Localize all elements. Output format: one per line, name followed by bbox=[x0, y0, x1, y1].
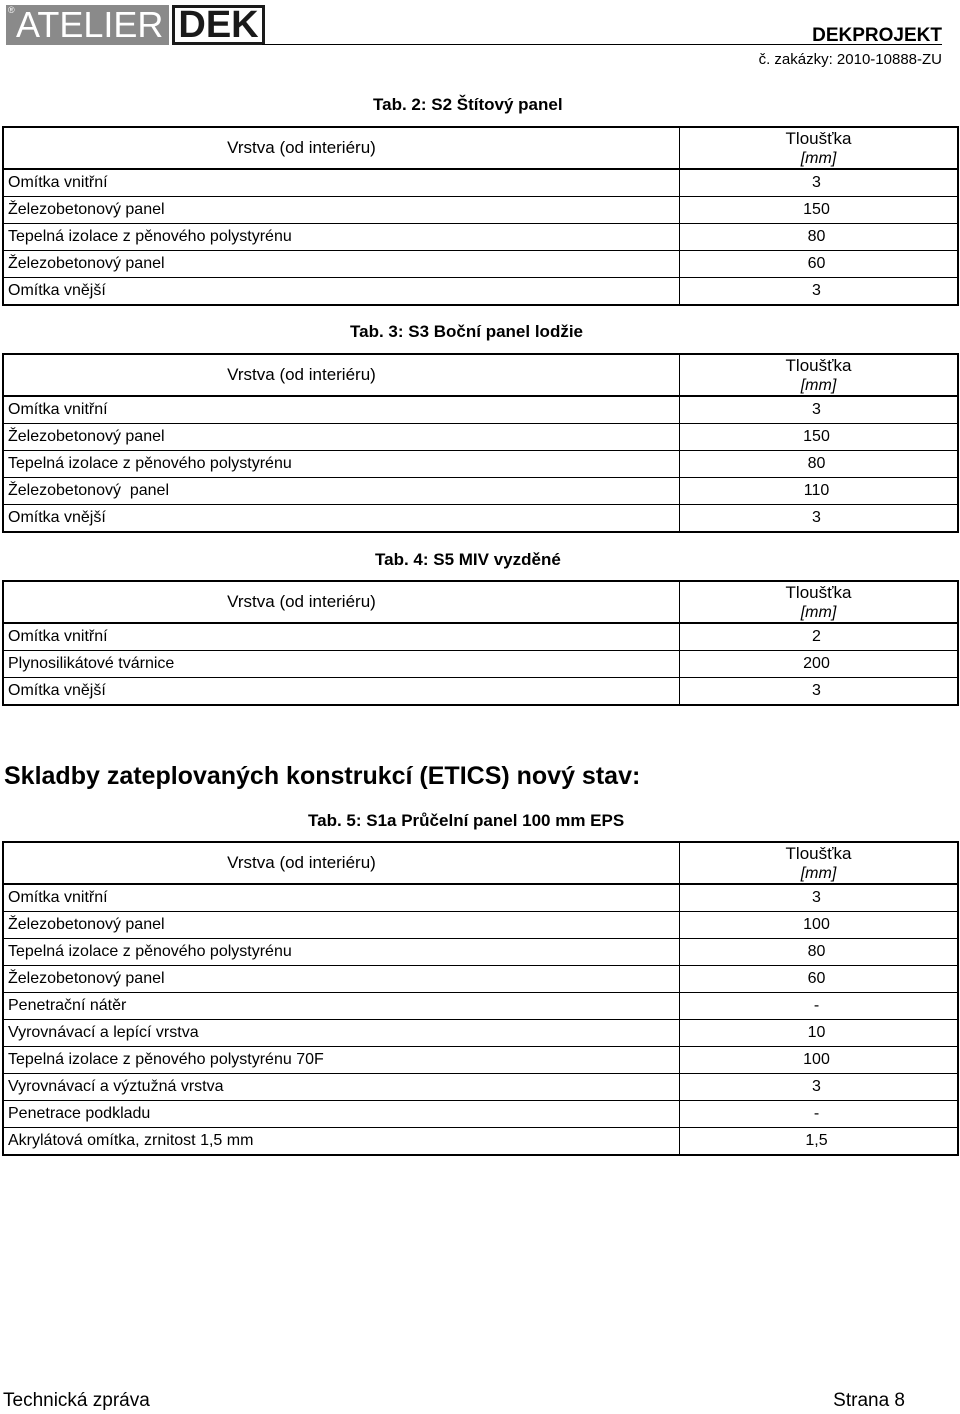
layer-thickness: - bbox=[680, 1101, 959, 1128]
layer-name: Omítka vnitřní bbox=[3, 169, 680, 197]
layers-table bbox=[2, 580, 959, 706]
table-row bbox=[3, 224, 958, 251]
layers-table bbox=[2, 841, 959, 1156]
layer-name: Plynosilikátové tvárnice bbox=[3, 651, 680, 678]
layer-thickness: 80 bbox=[680, 939, 959, 966]
layer-thickness: 3 bbox=[680, 678, 959, 706]
table-caption: Tab. 3: S3 Boční panel lodžie bbox=[350, 322, 584, 341]
layer-name: Omítka vnitřní bbox=[3, 623, 680, 651]
table-caption: Tab. 2: S2 Štítový panel bbox=[373, 95, 563, 114]
table-row bbox=[3, 939, 958, 966]
atelier-dek-logo bbox=[6, 5, 265, 45]
table-caption: Tab. 4: S5 MIV vyzděné bbox=[375, 550, 561, 569]
layer-thickness: 150 bbox=[680, 197, 959, 224]
thickness-label: Tloušťka bbox=[785, 128, 852, 148]
table-caption: Tab. 5: S1a Průčelní panel 100 mm EPS bbox=[308, 811, 625, 830]
table-row bbox=[3, 396, 958, 424]
table-row bbox=[3, 884, 958, 912]
layer-thickness: 80 bbox=[680, 451, 959, 478]
table-row bbox=[3, 678, 958, 706]
layer-name: Vyrovnávací a výztužná vrstva bbox=[3, 1074, 680, 1101]
table-row bbox=[3, 424, 958, 451]
layers-table bbox=[2, 126, 959, 306]
logo-dek-text: DEK bbox=[172, 5, 264, 45]
table-row bbox=[3, 1128, 958, 1156]
column-header-layer: Vrstva (od interiéru) bbox=[3, 127, 680, 169]
table-row bbox=[3, 1020, 958, 1047]
logo-registered-mark: ® bbox=[8, 5, 15, 15]
footer-page-number: Strana 8 bbox=[833, 1390, 905, 1411]
order-number: č. zakázky: 2010-10888-ZU bbox=[758, 51, 942, 68]
layer-name: Vyrovnávací a lepící vrstva bbox=[3, 1020, 680, 1047]
table-header-row bbox=[3, 581, 958, 623]
layer-name: Omítka vnější bbox=[8, 682, 106, 699]
table-header-row bbox=[3, 842, 958, 884]
table-row bbox=[3, 197, 958, 224]
table-row bbox=[3, 505, 958, 533]
layer-name: Železobetonový panel bbox=[3, 251, 680, 278]
table-row bbox=[3, 278, 958, 306]
layer-thickness: 3 bbox=[680, 1074, 959, 1101]
column-header-thickness bbox=[680, 127, 959, 169]
layer-thickness: - bbox=[680, 993, 959, 1020]
layer-name: Omítka vnitřní bbox=[3, 884, 680, 912]
thickness-label: Tloušťka bbox=[785, 355, 852, 375]
layer-thickness: 150 bbox=[680, 424, 959, 451]
section-heading: Skladby zateplovaných konstrukcí (ETICS) nový stav: bbox=[4, 762, 641, 790]
table-row bbox=[3, 451, 958, 478]
layer-name: Akrylátová omítka, zrnitost 1,5 mm bbox=[8, 1132, 254, 1149]
layer-name: Železobetonový panel bbox=[3, 197, 680, 224]
logo-atelier-block bbox=[6, 5, 169, 45]
layer-name: Tepelná izolace z pěnového polystyrénu bbox=[3, 939, 680, 966]
layer-name: Penetrační nátěr bbox=[3, 993, 680, 1020]
layer-name: Železobetonový panel bbox=[3, 912, 680, 939]
layer-thickness: 3 bbox=[680, 505, 959, 533]
layer-thickness: 80 bbox=[680, 224, 959, 251]
layer-thickness: 100 bbox=[680, 1047, 959, 1074]
layer-name: Železobetonový panel bbox=[3, 424, 680, 451]
layer-thickness: 3 bbox=[680, 396, 959, 424]
thickness-unit: [mm] bbox=[800, 864, 837, 882]
layer-thickness: 10 bbox=[680, 1020, 959, 1047]
table-row bbox=[3, 169, 958, 197]
layer-thickness: 60 bbox=[680, 966, 959, 993]
column-header-layer: Vrstva (od interiéru) bbox=[3, 354, 680, 396]
layers-table bbox=[2, 353, 959, 533]
table-header-row bbox=[3, 127, 958, 169]
table-row bbox=[3, 966, 958, 993]
table-row bbox=[3, 993, 958, 1020]
layer-name: Omítka vnitřní bbox=[3, 396, 680, 424]
layer-thickness: 1,5 bbox=[680, 1128, 959, 1156]
layer-name: Železobetonový panel bbox=[3, 478, 680, 505]
table-row bbox=[3, 1074, 958, 1101]
layer-name: Tepelná izolace z pěnového polystyrénu bbox=[3, 451, 680, 478]
layer-thickness: 100 bbox=[680, 912, 959, 939]
footer-document-title: Technická zpráva bbox=[3, 1390, 150, 1411]
table-row bbox=[3, 651, 958, 678]
column-header-layer: Vrstva (od interiéru) bbox=[3, 842, 680, 884]
thickness-unit: [mm] bbox=[800, 376, 837, 394]
table-row bbox=[3, 912, 958, 939]
logo-atelier-text: ATELIER bbox=[16, 4, 164, 45]
thickness-label: Tloušťka bbox=[785, 582, 852, 602]
layer-name: Penetrace podkladu bbox=[3, 1101, 680, 1128]
layer-name: Tepelná izolace z pěnového polystyrénu 70F bbox=[3, 1047, 680, 1074]
company-name: DEKPROJEKT bbox=[812, 25, 942, 46]
table-row bbox=[3, 251, 958, 278]
column-header-layer: Vrstva (od interiéru) bbox=[3, 581, 680, 623]
table-row bbox=[3, 1101, 958, 1128]
column-header-thickness bbox=[680, 581, 959, 623]
layer-thickness: 110 bbox=[680, 478, 959, 505]
layer-thickness: 2 bbox=[680, 623, 959, 651]
layer-thickness: 200 bbox=[680, 651, 959, 678]
layer-thickness: 3 bbox=[680, 278, 959, 306]
layer-thickness: 3 bbox=[680, 884, 959, 912]
layer-thickness: 60 bbox=[680, 251, 959, 278]
column-header-thickness bbox=[680, 354, 959, 396]
table-row bbox=[3, 623, 958, 651]
column-header-thickness bbox=[680, 842, 959, 884]
table-header-row bbox=[3, 354, 958, 396]
layer-name: Tepelná izolace z pěnového polystyrénu bbox=[3, 224, 680, 251]
layer-name: Omítka vnější bbox=[8, 509, 106, 526]
thickness-label: Tloušťka bbox=[785, 843, 852, 863]
layer-thickness: 3 bbox=[680, 169, 959, 197]
table-row bbox=[3, 1047, 958, 1074]
layer-name: Železobetonový panel bbox=[3, 966, 680, 993]
layer-name: Omítka vnější bbox=[8, 282, 106, 299]
thickness-unit: [mm] bbox=[800, 149, 837, 167]
table-row bbox=[3, 478, 958, 505]
thickness-unit: [mm] bbox=[800, 603, 837, 621]
